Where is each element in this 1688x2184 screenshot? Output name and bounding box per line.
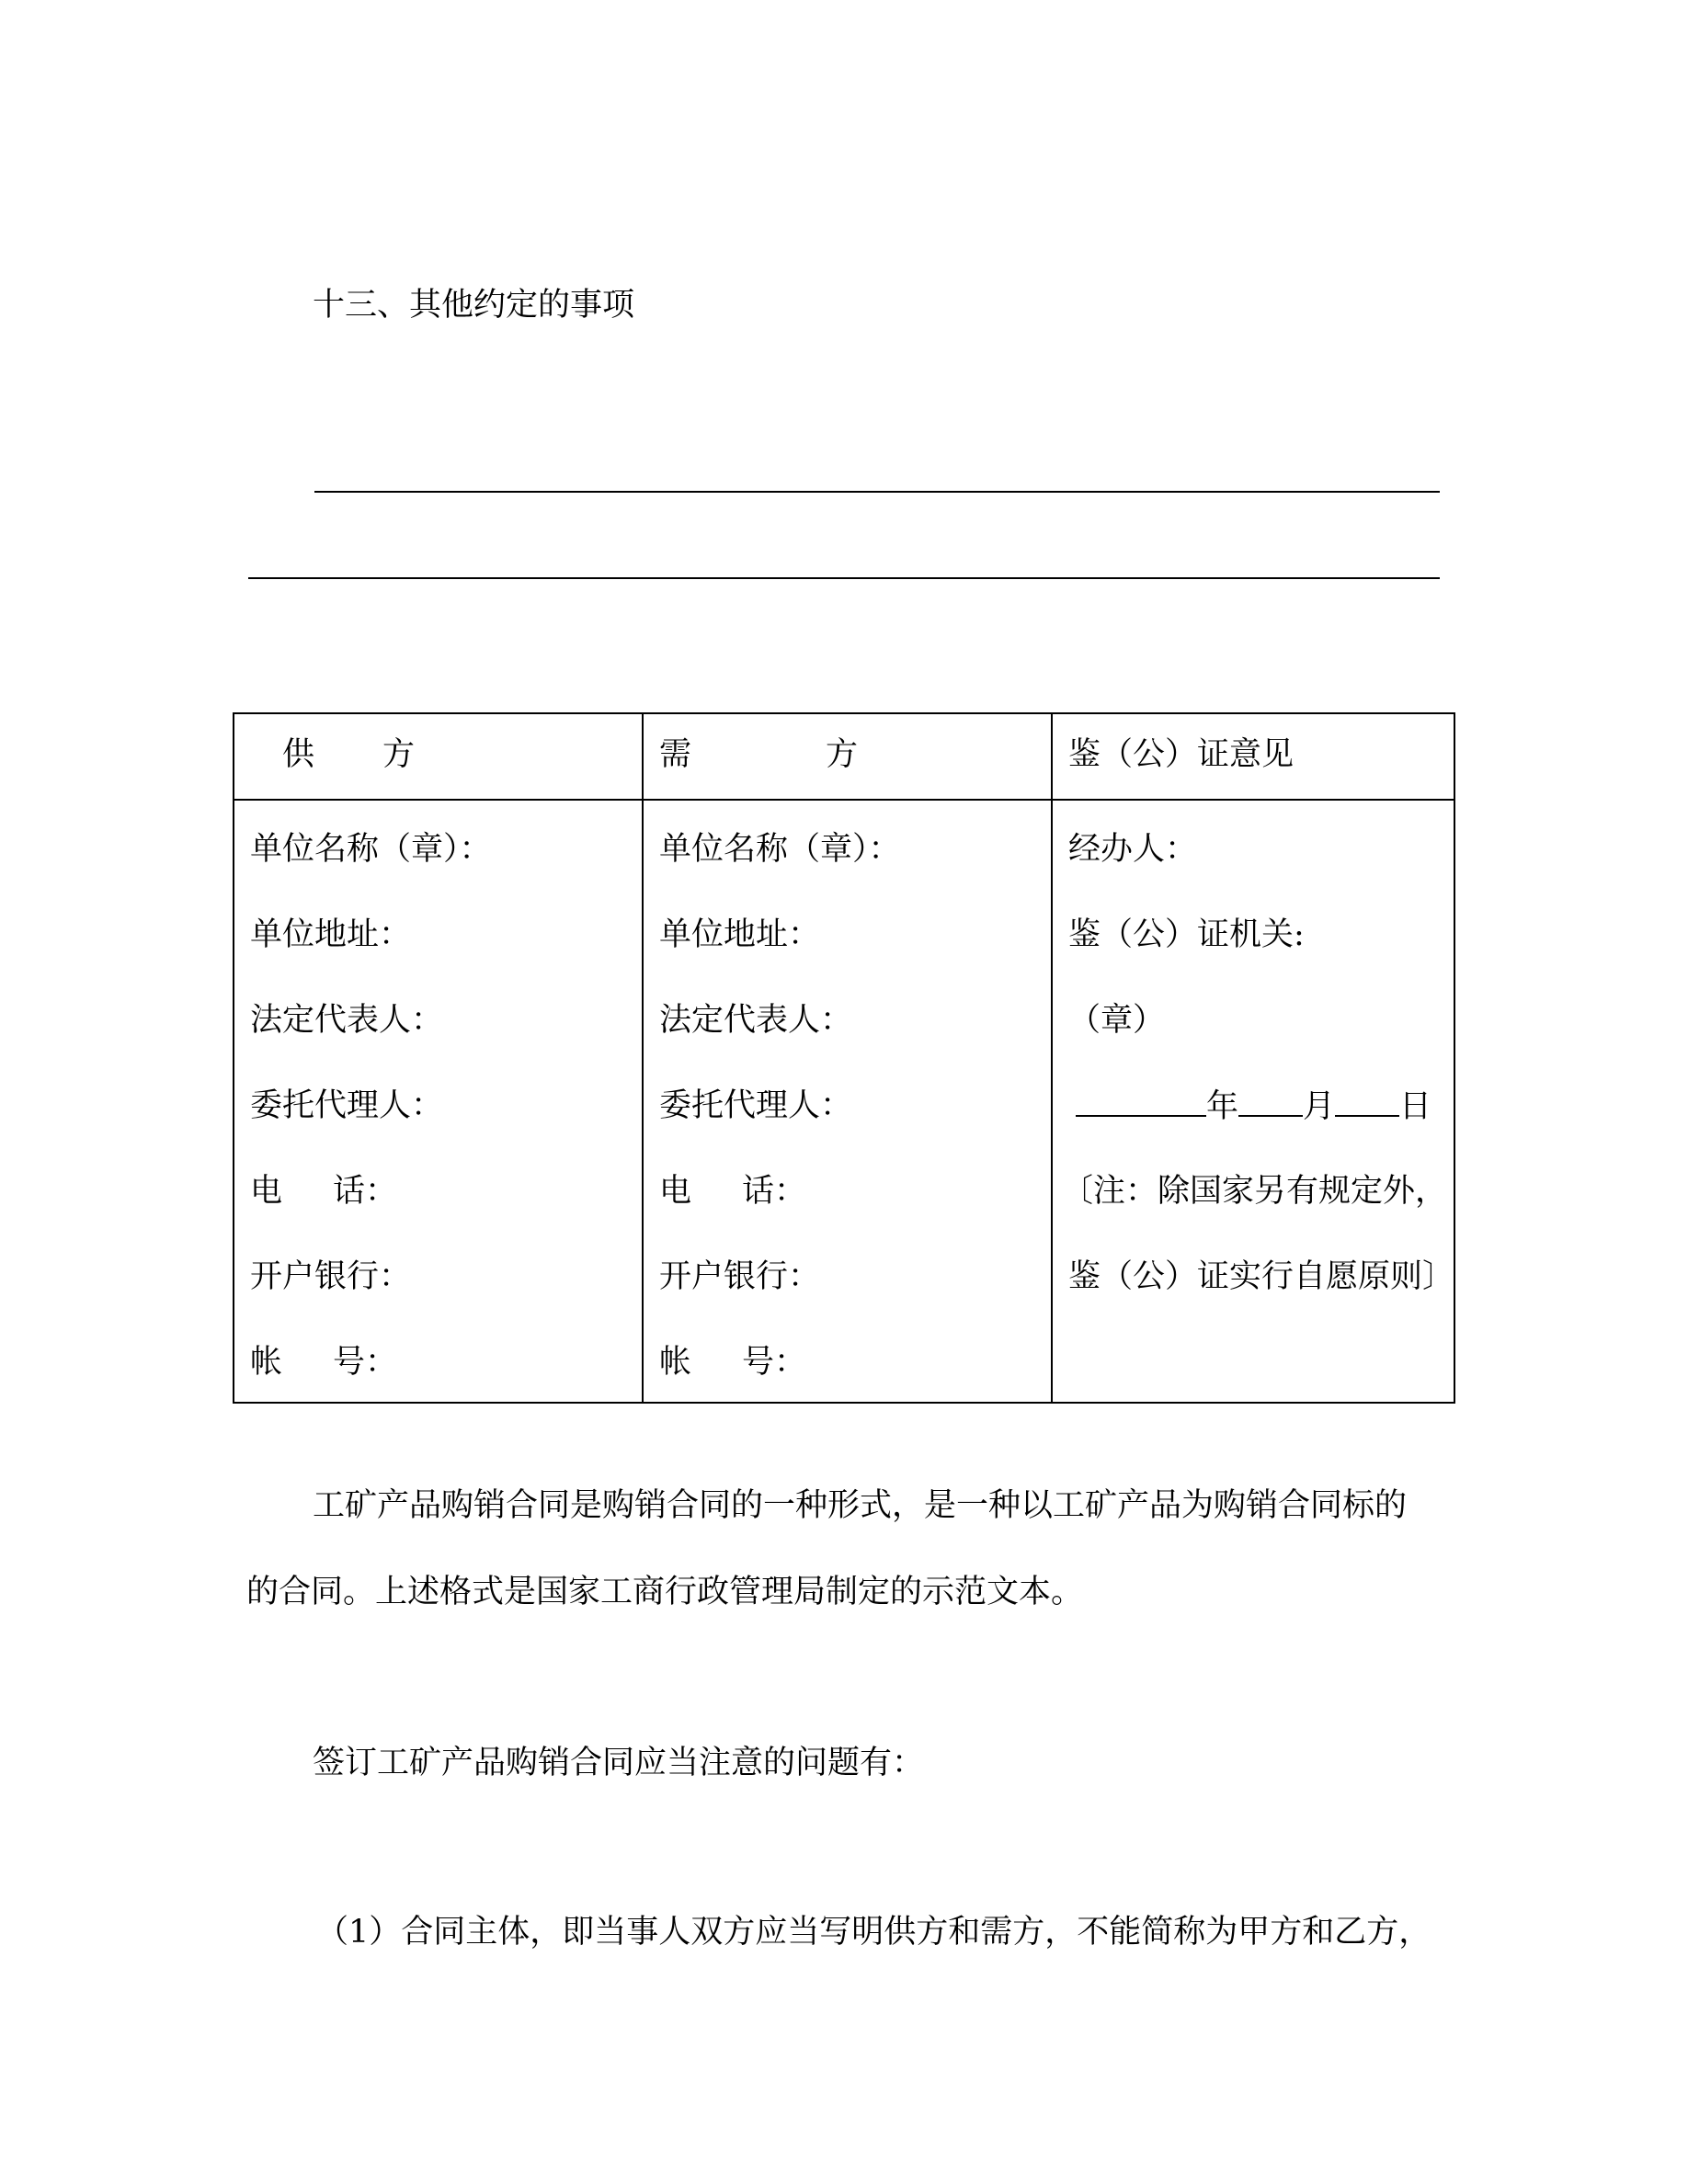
notary-header-cell xyxy=(1052,713,1454,800)
fill-in-line-1 xyxy=(314,491,1440,493)
day-blank xyxy=(1335,1087,1399,1117)
field-agent: 委托代理人： xyxy=(659,1087,853,1124)
field-seal: （章） xyxy=(1068,1002,1166,1039)
field-unit-name: 单位名称（章）： xyxy=(250,831,492,868)
notary-header: 鉴（公）证意见 xyxy=(1068,736,1295,773)
buyer-fields xyxy=(659,831,1044,1429)
field-handler: 经办人： xyxy=(1068,831,1198,868)
day-label: 日 xyxy=(1399,1088,1432,1125)
notary-fields xyxy=(1061,831,1455,1344)
supplier-header: 供 方 xyxy=(282,736,415,773)
field-legal-representative: 法定代表人： xyxy=(659,1002,853,1039)
month-blank xyxy=(1238,1087,1303,1117)
section-heading: 十三、其他约定的事项 xyxy=(313,287,635,324)
paragraph-3: （1）合同主体，即当事人双方应当写明供方和需方，不能简称为甲方和乙方， xyxy=(316,1914,1431,1951)
field-bank: 开户银行： xyxy=(659,1258,821,1295)
note-line-2: 鉴（公）证实行自愿原则〕 xyxy=(1068,1258,1455,1295)
notary-fields-cell xyxy=(1052,800,1454,1403)
paragraph-1-line-1: 工矿产品购销合同是购销合同的一种形式，是一种以工矿产品为购销合同标的 xyxy=(313,1487,1408,1524)
note-line-1: 〔注：除国家另有规定外， xyxy=(1061,1173,1448,1210)
field-unit-address: 单位地址： xyxy=(659,916,821,953)
buyer-fields-cell xyxy=(643,800,1052,1403)
field-legal-representative: 法定代表人： xyxy=(250,1002,444,1039)
fill-in-line-2 xyxy=(248,577,1440,579)
date-line xyxy=(1076,1087,1446,1124)
year-label: 年 xyxy=(1206,1088,1239,1125)
supplier-fields xyxy=(250,831,634,1429)
paragraph-1-line-2: 的合同。上述格式是国家工商行政管理局制定的示范文本。 xyxy=(246,1574,1084,1610)
paragraph-2: 签订工矿产品购销合同应当注意的问题有： xyxy=(313,1745,925,1781)
supplier-fields-cell xyxy=(234,800,643,1403)
field-unit-address: 单位地址： xyxy=(250,916,412,953)
field-agent: 委托代理人： xyxy=(250,1087,444,1124)
field-phone: 电 话： xyxy=(659,1173,806,1210)
signature-table xyxy=(233,712,1455,1404)
year-blank xyxy=(1076,1087,1206,1117)
field-unit-name: 单位名称（章）： xyxy=(659,831,901,868)
month-label: 月 xyxy=(1303,1088,1336,1125)
supplier-header-cell xyxy=(234,713,643,800)
field-bank: 开户银行： xyxy=(250,1258,412,1295)
field-account: 帐 号： xyxy=(250,1344,397,1381)
field-account: 帐 号： xyxy=(659,1344,806,1381)
field-notary-office: 鉴（公）证机关: xyxy=(1068,916,1305,953)
buyer-header-cell xyxy=(643,713,1052,800)
field-phone: 电 话： xyxy=(250,1173,397,1210)
buyer-header: 需 方 xyxy=(659,736,858,773)
